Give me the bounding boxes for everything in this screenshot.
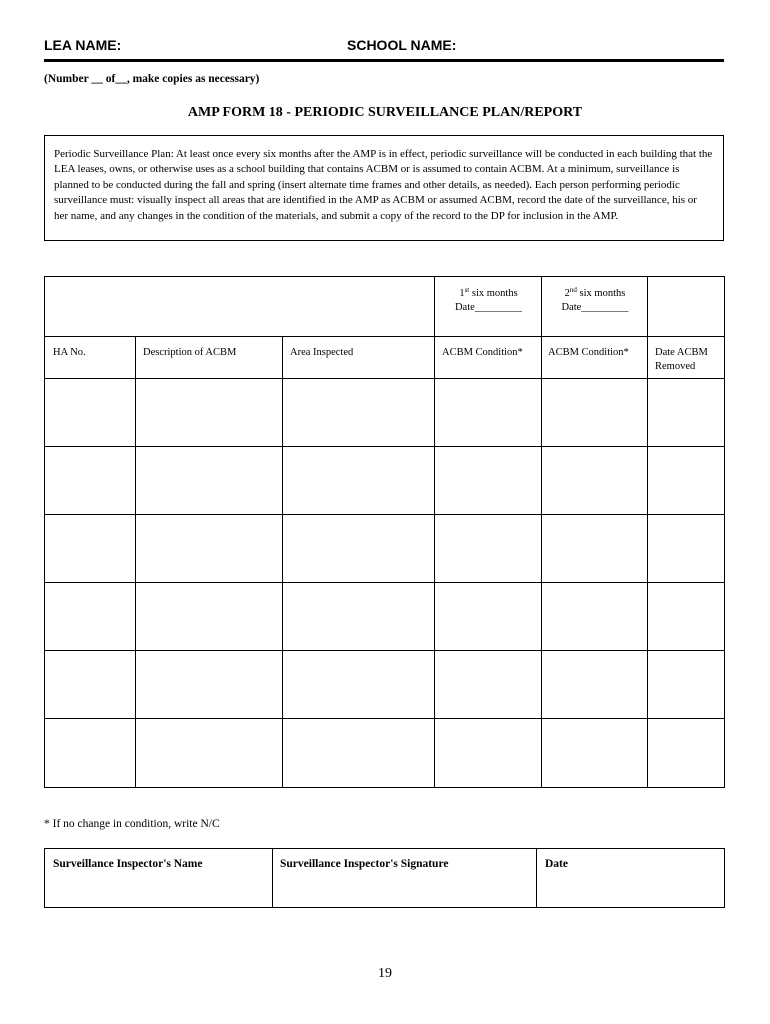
lea-name-label: LEA NAME:: [44, 37, 122, 53]
condition-footnote: * If no change in condition, write N/C: [44, 818, 220, 830]
form-title: AMP FORM 18 - PERIODIC SURVEILLANCE PLAN/REPORT: [187, 105, 583, 120]
second-period-date-field: Date_________: [561, 302, 629, 313]
first-period-date-field: Date_________: [454, 302, 523, 313]
copies-note: (Number __ of__, make copies as necessary): [44, 73, 260, 85]
column-header-description: Description of ACBM: [143, 347, 237, 358]
column-header-condition-second: ACBM Condition*: [548, 347, 629, 358]
page-number: 19: [378, 966, 392, 981]
column-header-date-removed: Date ACBM Removed: [655, 347, 708, 372]
column-header-condition-first: ACBM Condition*: [442, 347, 523, 358]
surveillance-plan-box: [44, 135, 724, 241]
signature-date-label: Date: [545, 858, 568, 870]
header-rule: [44, 59, 724, 62]
column-header-area-inspected: Area Inspected: [290, 347, 354, 358]
signature-table-grid: [44, 848, 725, 908]
first-six-months-header: 1st six months Date_________: [454, 286, 523, 313]
inspector-signature-label: Surveillance Inspector's Signature: [280, 858, 449, 870]
column-header-ha-no: HA No.: [53, 347, 86, 358]
school-name-label: SCHOOL NAME:: [347, 37, 457, 53]
inspector-name-label: Surveillance Inspector's Name: [53, 858, 203, 870]
surveillance-plan-text: Periodic Surveillance Plan: At least once every six months after the AMP is in effect, periodic surveillance will be conducted in each building that the LEA leases, owns, or otherwise uses as a school building that contains ACBM or is assumed to contain ACBM. At a minimum, surveillance is planned to be conducted during the fall and spring (insert alternate time frames and other details, as needed). Each person performing periodic surveillance must: visually inspect all areas that are identified in the AMP as ACBM or assumed ACBM, record the date of the surveillance, his or her name, and any changes in the condition of the materials, and submit a copy of the record to the DP for inclusion in the AMP.: [54, 148, 713, 222]
second-six-months-header: 2nd six months Date_________: [561, 286, 629, 313]
